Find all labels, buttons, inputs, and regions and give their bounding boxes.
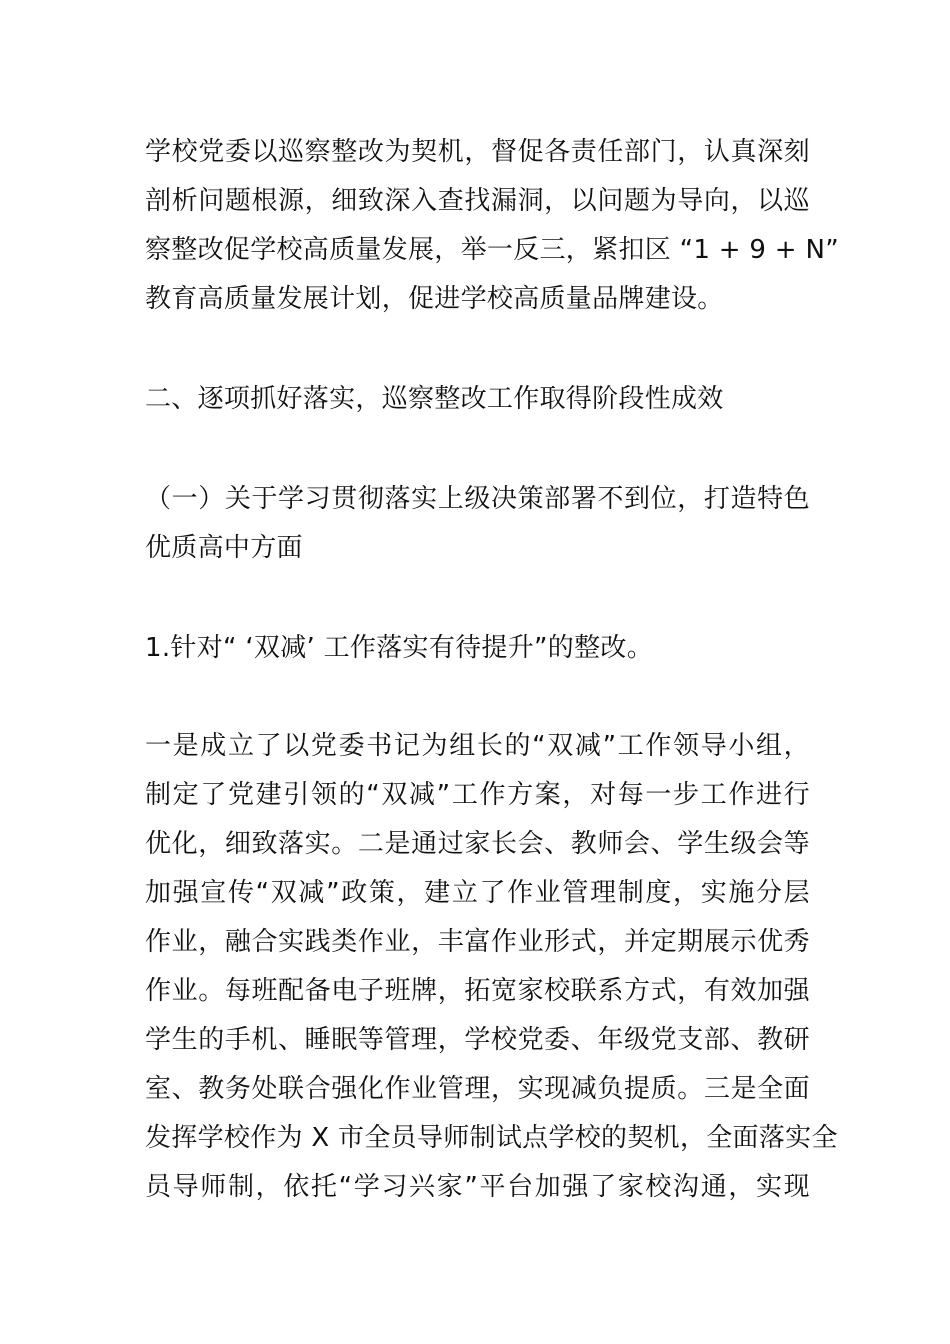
text-line: 员导师制，依托“学习兴家”平台加强了家校沟通，实现 bbox=[145, 1172, 810, 1202]
section-heading bbox=[145, 375, 810, 424]
intro-paragraph bbox=[145, 128, 839, 324]
text-line: 剖析问题根源，细致深入查找漏洞，以问题为导向，以巡 bbox=[145, 186, 810, 216]
text-line: （一）关于学习贯彻落实上级决策部署不到位，打造特色 bbox=[145, 484, 810, 514]
text-line: 作业。每班配备电子班牌，拓宽家校联系方式，有效加强 bbox=[145, 976, 810, 1006]
text-line: 察整改促学校高质量发展，举一反三，紧扣区 “1 + 9 + N” bbox=[145, 235, 839, 265]
text-line: 一是成立了以党委书记为组长的“双减”工作领导小组， bbox=[145, 731, 810, 761]
text-line: 优质高中方面 bbox=[145, 533, 303, 563]
text-line: 作业，融合实践类作业，丰富作业形式，并定期展示优秀 bbox=[145, 927, 810, 957]
text-line: 发挥学校作为 X 市全员导师制试点学校的契机，全面落实全 bbox=[145, 1123, 838, 1153]
text-line: 教育高质量发展计划，促进学校高质量品牌建设。 bbox=[145, 284, 724, 314]
item-title bbox=[145, 624, 810, 673]
section-heading-text: 二、逐项抓好落实，巡察整改工作取得阶段性成效 bbox=[145, 384, 724, 414]
text-line: 制定了党建引领的“双减”工作方案，对每一步工作进行 bbox=[145, 780, 810, 810]
text-line: 学校党委以巡察整改为契机，督促各责任部门，认真深刻 bbox=[145, 137, 810, 167]
subsection-heading bbox=[145, 475, 810, 573]
text-line: 学生的手机、睡眠等管理，学校党委、年级党支部、教研 bbox=[145, 1025, 810, 1055]
text-line: 优化，细致落实。二是通过家长会、教师会、学生级会等 bbox=[145, 829, 810, 859]
body-paragraph bbox=[145, 722, 838, 1212]
text-line: 加强宣传“双减”政策，建立了作业管理制度，实施分层 bbox=[145, 878, 810, 908]
item-title-text: 1.针对“ ‘双减’ 工作落实有待提升”的整改。 bbox=[145, 633, 654, 663]
text-line: 室、教务处联合强化作业管理，实现减负提质。三是全面 bbox=[145, 1074, 810, 1104]
